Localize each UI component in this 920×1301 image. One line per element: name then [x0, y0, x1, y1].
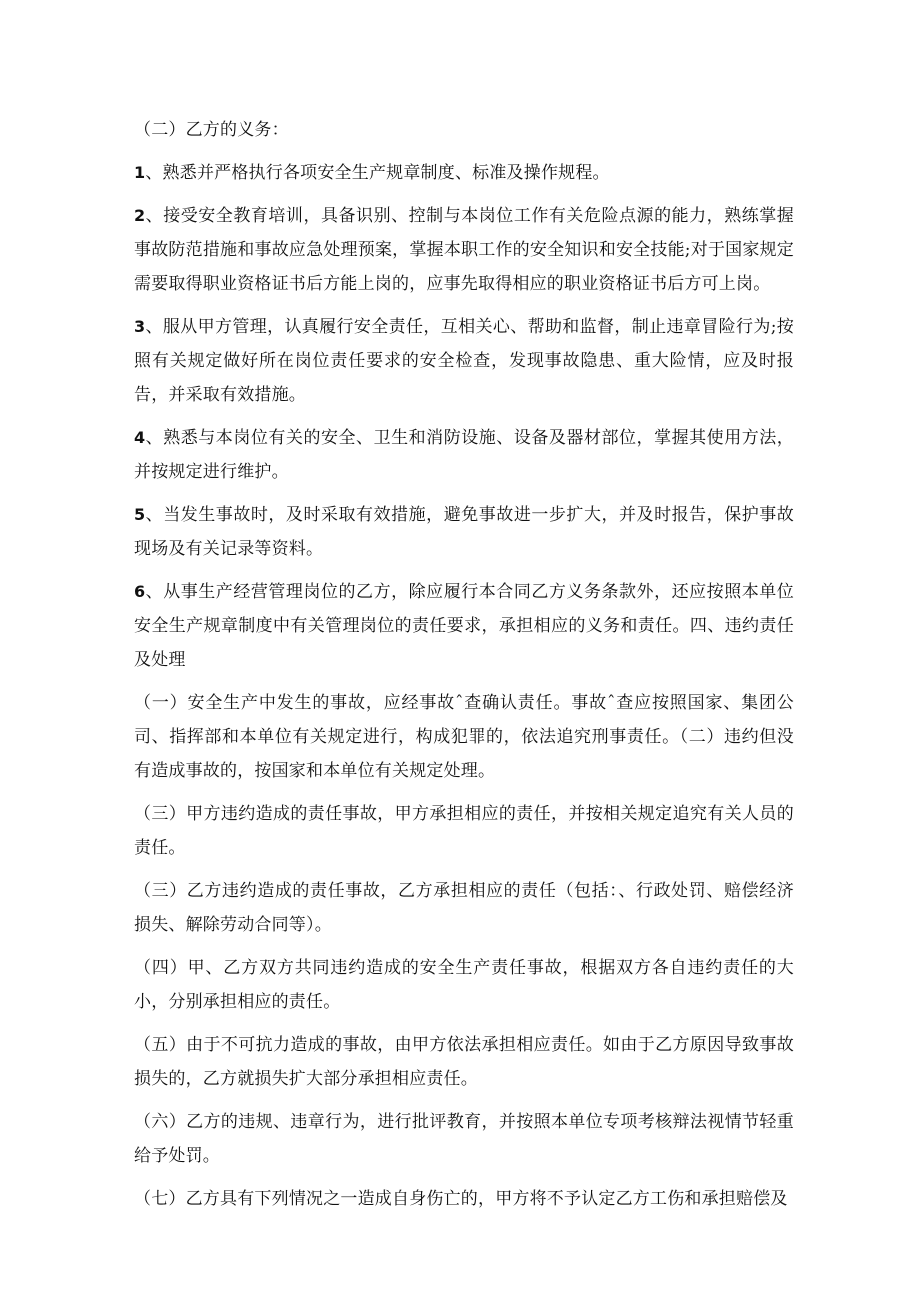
paragraph-text: （二）乙方的义务： [134, 120, 289, 140]
paragraph-number: 4 [134, 428, 146, 447]
paragraph-clause-4 [134, 951, 794, 1019]
paragraph-clause-1 [134, 686, 794, 788]
paragraph-text: 、熟悉并严格执行各项安全生产规章制度、标准及操作规程。 [145, 163, 610, 183]
paragraph-item-2 [134, 199, 794, 301]
paragraph-number: 6 [134, 582, 146, 601]
paragraph-text: （六）乙方的违规、违章行为，进行批评教育，并按照本单位专项考核辩法视情节轻重给予处罚。 [134, 1112, 794, 1166]
paragraph-item-1 [134, 156, 794, 190]
paragraph-text: （三）乙方违约造成的责任事故，乙方承担相应的责任（包括：、行政处罚、赔偿经济损失、解除劳动合同等）。 [134, 881, 794, 935]
paragraph-number: 2 [134, 206, 146, 225]
paragraph-item-5 [134, 498, 794, 566]
paragraph-text: 、从事生产经营管理岗位的乙方，除应履行本合同乙方义务条款外，还应按照本单位安全生产规章制度中有关管理岗位的责任要求，承担相应的义务和责任。四、违约责任及处理 [134, 582, 794, 670]
paragraph-text: 、熟悉与本岗位有关的安全、卫生和消防设施、设备及器材部位，掌握其使用方法，并按规定进行维护。 [134, 428, 794, 482]
paragraph-text: （三）甲方违约造成的责任事故，甲方承担相应的责任，并按相关规定追究有关人员的责任。 [134, 804, 794, 858]
paragraph-number: 3 [134, 317, 146, 336]
paragraph-clause-7 [134, 1182, 794, 1216]
paragraph-clause-6 [134, 1105, 794, 1173]
paragraph-text: （一）安全生产中发生的事故，应经事故ˆ查确认责任。事故ˆ查应按照国家、集团公司、指挥部和本单位有关规定进行，构成犯罪的，依法追究刑事责任。（二）违约但没有造成事故的，按国家和本单位有关规定处理。 [134, 693, 794, 781]
paragraph-obligations-heading [134, 113, 794, 147]
paragraph-text: （七）乙方具有下列情况之一造成自身伤亡的，甲方将不予认定乙方工伤和承担赔偿及 [134, 1189, 788, 1209]
paragraph-clause-3a [134, 797, 794, 865]
paragraph-item-3 [134, 310, 794, 412]
paragraph-number: 5 [134, 505, 146, 524]
paragraph-clause-5 [134, 1028, 794, 1096]
paragraph-text: 、服从甲方管理，认真履行安全责任，互相关心、帮助和监督，制止违章冒险行为;按照有关规定做好所在岗位责任要求的安全检查，发现事故隐患、重大险情，应及时报告，并采取有效措施。 [134, 317, 794, 405]
document-body [134, 113, 794, 1225]
paragraph-text: 、当发生事故时，及时采取有效措施，避免事故进一步扩大，并及时报告，保护事故现场及有关记录等资料。 [134, 505, 794, 559]
paragraph-item-6 [134, 575, 794, 677]
paragraph-text: 、接受安全教育培训，具备识别、控制与本岗位工作有关危险点源的能力，熟练掌握事故防范措施和事故应急处理预案，掌握本职工作的安全知识和安全技能;对于国家规定需要取得职业资格证书后方能上岗的，应事先取得相应的职业资格证书后方可上岗。 [134, 206, 794, 294]
paragraph-clause-3b [134, 874, 794, 942]
paragraph-text: （四）甲、乙方双方共同违约造成的安全生产责任事故，根据双方各自违约责任的大小，分别承担相应的责任。 [134, 958, 794, 1012]
paragraph-number: 1 [134, 163, 146, 182]
paragraph-item-4 [134, 421, 794, 489]
paragraph-text: （五）由于不可抗力造成的事故，由甲方依法承担相应责任。如由于乙方原因导致事故损失的，乙方就损失扩大部分承担相应责任。 [134, 1035, 794, 1089]
